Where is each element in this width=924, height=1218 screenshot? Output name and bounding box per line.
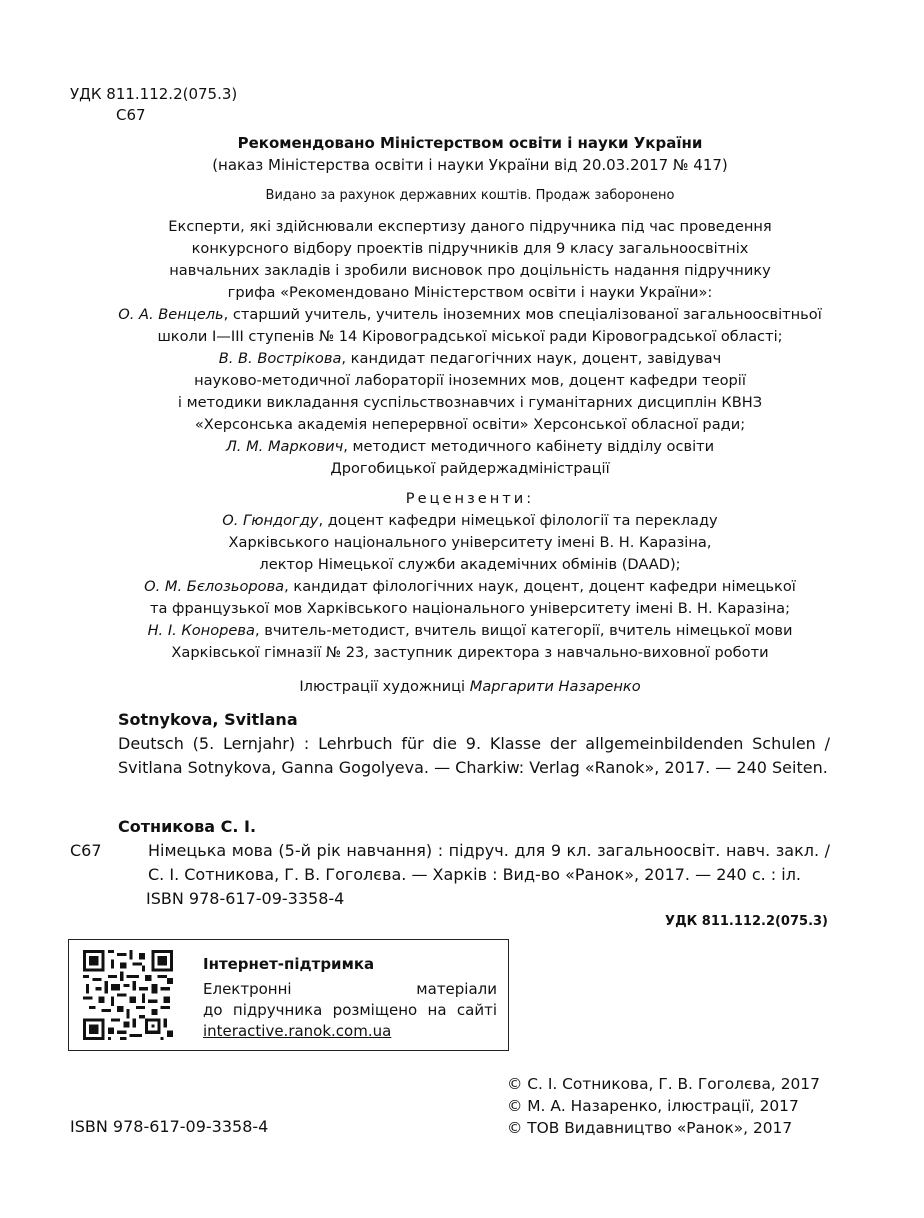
reviewer-line: [60, 510, 880, 532]
text-line: і методики викладання суспільствознавчих і гуманітарних дисциплін КВНЗ: [177, 394, 763, 411]
copyright-line: © М. А. Назаренко, ілюстрації, 2017: [507, 1097, 799, 1115]
experts-block: [60, 216, 880, 480]
illustrator-name: Маргарити Назаренко: [469, 678, 641, 695]
expert-name: Л. М. Маркович: [225, 438, 344, 455]
expert-description: , старший учитель, учитель іноземних мов спеціалізованої загальноосвітньої: [223, 306, 822, 323]
support-website-link[interactable]: interactive.ranok.com.ua: [203, 1022, 392, 1040]
udk-code: УДК 811.112.2(075.3): [70, 85, 238, 103]
reviewer-line: [60, 620, 880, 642]
ministry-line-1: Рекомендовано Міністерством освіти і науки України: [237, 134, 703, 152]
expert-line: [60, 348, 880, 370]
copyright-line: © С. І. Сотникова, Г. В. Гоголєва, 2017: [507, 1075, 820, 1093]
text-line: науково-методичної лабораторії іноземних мов, доцент кафедри теорії: [194, 372, 746, 389]
reviewer-description: , вчитель-методист, вчитель вищої категорії, вчитель німецької мови: [254, 622, 793, 639]
catalog-text-latin: Deutsch (5. Lernjahr) : Lehrbuch für die 9. Klasse der allgemeinbildenden Schulen / Svitlana Sotnykova, Ganna Gogolyeva. — Charkiw: Verlag «Ranok», 2017. — 240 Seiten.: [118, 734, 830, 777]
catalog-entry-cyrillic: [70, 815, 830, 911]
text-line: навчальних закладів і зробили висновок про доцільність надання підручнику: [169, 262, 771, 279]
udk-index: С67: [116, 106, 146, 124]
catalog-isbn: ISBN 978-617-09-3358-4: [146, 889, 345, 908]
illustrations-prefix: Ілюстрації художниці: [299, 678, 470, 695]
text-line: Харківської гімназії № 23, заступник директора з навчально-виховної роботи: [171, 644, 769, 661]
support-description-2: до підручника розміщено на сайті: [203, 1001, 497, 1019]
reviewers-list: [60, 510, 880, 664]
expert-description: , методист методичного кабінету відділу освіти: [343, 438, 715, 455]
expert-line: [60, 304, 880, 326]
internet-support-text: [203, 954, 497, 1042]
catalog-code: С67: [70, 841, 102, 860]
text-line: Експерти, які здійснювали експертизу даного підручника під час проведення: [168, 218, 772, 235]
ministry-recommendation: [60, 132, 880, 176]
catalog-author-latin: Sotnykova, Svitlana: [118, 710, 298, 729]
copyright-line: © ТОВ Видавництво «Ранок», 2017: [507, 1119, 793, 1137]
support-title: Інтернет-підтримка: [203, 955, 375, 973]
reviewer-line: [60, 576, 880, 598]
text-line: «Херсонська академія неперервної освіти» Херсонської обласної ради;: [194, 416, 746, 433]
text-line: та французької мов Харківського національного університету імені В. Н. Каразіна;: [149, 600, 791, 617]
catalog-text-cyrillic: Німецька мова (5-й рік навчання) : підруч. для 9 кл. загальноосвіт. навч. закл. / С. І. Сотникова, Г. В. Гоголєва. — Харків : Вид-во «Ранок», 2017. — 240 с. : іл.: [148, 841, 830, 884]
text-line: Дрогобицької райдержадміністрації: [330, 460, 610, 477]
expert-description: , кандидат педагогічних наук, доцент, завідувач: [341, 350, 722, 367]
text-line: конкурсного відбору проектів підручників для 9 класу загальноосвітніх: [191, 240, 749, 257]
isbn-bottom: ISBN 978-617-09-3358-4: [70, 1117, 269, 1136]
expert-line: [60, 436, 880, 458]
catalog-author-cyrillic: Сотникова С. І.: [118, 817, 257, 836]
reviewers-heading: Рецензенти:: [405, 490, 535, 507]
expert-name: В. В. Вострікова: [218, 350, 342, 367]
udk-top: [70, 84, 237, 126]
reviewer-name: Н. І. Конорева: [147, 622, 255, 639]
internet-support-box: [68, 939, 509, 1051]
ministry-line-2: (наказ Міністерства освіти і науки України від 20.03.2017 № 417): [212, 156, 728, 174]
reviewer-description: , доцент кафедри німецької філології та перекладу: [318, 512, 718, 529]
text-line: Харківського національного університету імені В. Н. Каразіна,: [228, 534, 712, 551]
text-line: школи І—ІІІ ступенів № 14 Кіровоградської міської ради Кіровоградської області;: [157, 328, 783, 345]
catalog-entry-latin: [70, 708, 830, 780]
copyright-block: [507, 1073, 820, 1139]
reviewer-name: О. М. Бєлозьорова: [144, 578, 285, 595]
illustrations-credit: [60, 676, 880, 698]
funding-note: Видано за рахунок державних коштів. Продаж заборонено: [265, 188, 675, 203]
reviewer-description: , кандидат філологічних наук, доцент, доцент кафедри німецької: [284, 578, 796, 595]
text-line: лектор Німецької служби академічних обмінів (DAAD);: [259, 556, 681, 573]
udk-right: УДК 811.112.2(075.3): [665, 914, 828, 929]
reviewer-name: О. Гюндогду: [222, 512, 319, 529]
qr-code-icon: [83, 950, 173, 1040]
support-description-1: Електронні матеріали: [203, 980, 497, 998]
expert-name: О. А. Венцель: [118, 306, 224, 323]
reviewers-block: [60, 488, 880, 664]
text-line: грифа «Рекомендовано Міністерством освіти і науки України»:: [227, 284, 713, 301]
